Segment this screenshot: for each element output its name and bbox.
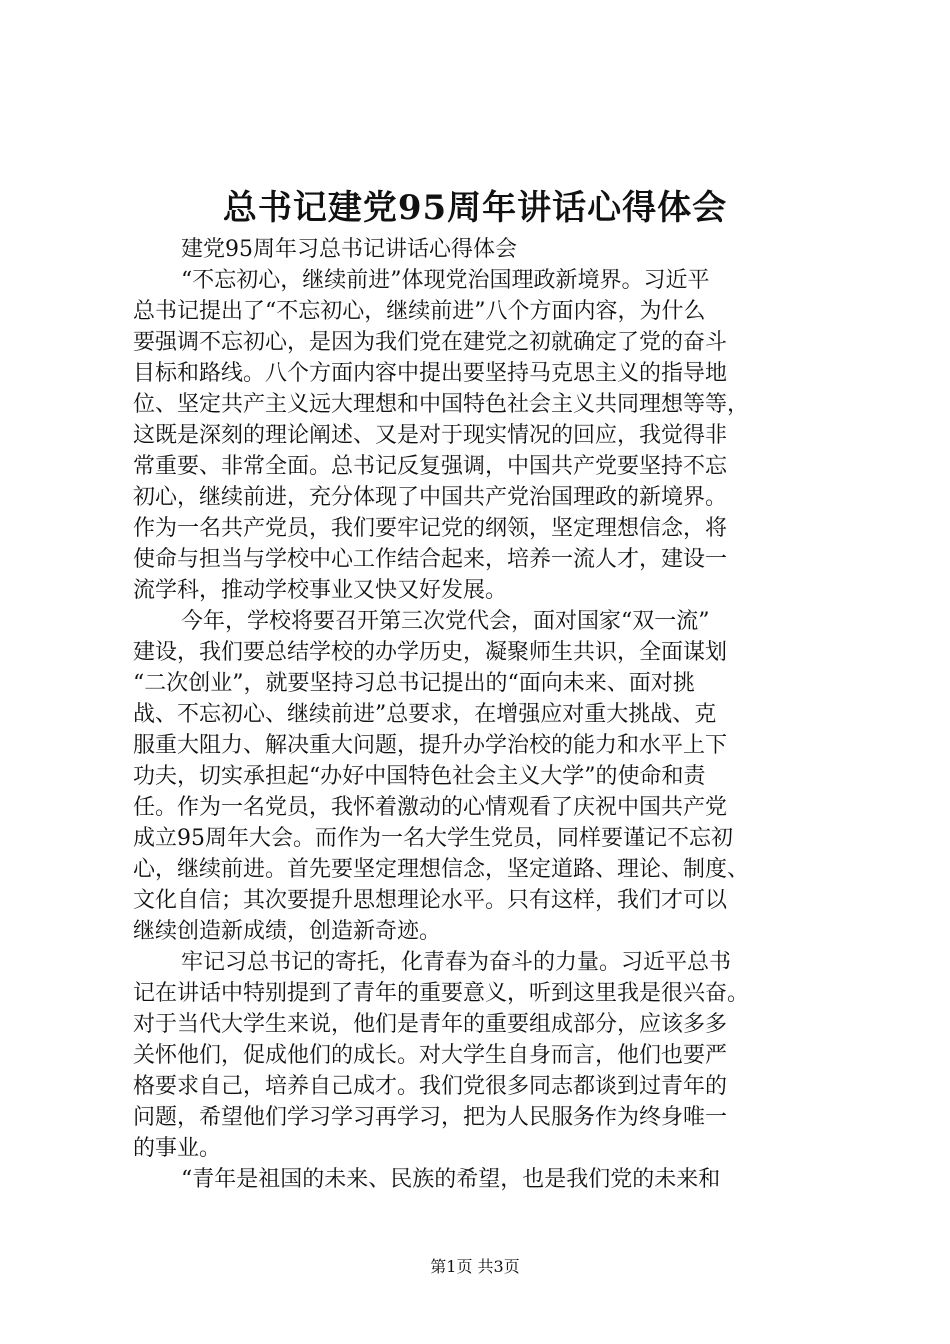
text-line: “不忘初心，继续前进”体现党治国理政新境界。习近平 xyxy=(181,268,710,293)
text-line: 流学科，推动学校事业又快又好发展。 xyxy=(133,578,508,603)
text-line: 功夫，切实承担起“办好中国特色社会主义大学”的使命和责 xyxy=(133,764,706,789)
text-line: 文化自信；其次要提升思想理论水平。只有这样，我们才可以 xyxy=(133,888,728,913)
text-line: 继续创造新成绩，创造新奇迹。 xyxy=(133,919,442,944)
text-line: 牢记习总书记的寄托，化青春为奋斗的力量。习近平总书 xyxy=(181,950,732,975)
text-line: 常重要、非常全面。总书记反复强调，中国共产党要坚持不忘 xyxy=(133,454,728,479)
text-line: 要强调不忘初心，是因为我们党在建党之初就确定了党的奋斗 xyxy=(133,330,728,355)
text-line: 作为一名共产党员，我们要牢记党的纲领，坚定理想信念，将 xyxy=(133,516,728,541)
text-line: 服重大阻力、解决重大问题，提升办学治校的能力和水平上下 xyxy=(133,733,728,758)
document-body xyxy=(133,234,838,1195)
text-line: 关怀他们，促成他们的成长。对大学生自身而言，他们也要严 xyxy=(133,1043,728,1068)
text-line: 成立95周年大会。而作为一名大学生党员，同样要谨记不忘初 xyxy=(133,826,733,851)
page-footer: 第1页 共3页 xyxy=(430,1257,520,1276)
text-line: 建党95周年习总书记讲话心得体会 xyxy=(181,237,517,262)
text-line: 目标和路线。八个方面内容中提出要坚持马克思主义的指导地 xyxy=(133,361,728,386)
text-line: 位、坚定共产主义远大理想和中国特色社会主义共同理想等等， xyxy=(133,392,750,417)
document-title: 总书记建党95周年讲话心得体会 xyxy=(222,188,728,228)
text-line: 问题，希望他们学习学习再学习，把为人民服务作为终身唯一 xyxy=(133,1105,728,1130)
text-line: 战、不忘初心、继续前进”总要求，在增强应对重大挑战、克 xyxy=(133,702,717,727)
text-line: 建设，我们要总结学校的办学历史，凝聚师生共识，全面谋划 xyxy=(133,640,728,665)
text-line: 心，继续前进。首先要坚定理想信念，坚定道路、理论、制度、 xyxy=(133,857,750,882)
text-line: 这既是深刻的理论阐述、又是对于现实情况的回应，我觉得非 xyxy=(133,423,728,448)
text-line: 总书记提出了“不忘初心，继续前进”八个方面内容，为什么 xyxy=(133,299,706,324)
text-line: 格要求自己，培养自己成才。我们党很多同志都谈到过青年的 xyxy=(133,1074,728,1099)
text-line: 记在讲话中特别提到了青年的重要意义，听到这里我是很兴奋。 xyxy=(133,981,750,1006)
text-line: “青年是祖国的未来、民族的希望，也是我们党的未来和 xyxy=(181,1167,721,1192)
text-line: 任。作为一名党员，我怀着激动的心情观看了庆祝中国共产党 xyxy=(133,795,728,820)
text-line: 使命与担当与学校中心工作结合起来，培养一流人才，建设一 xyxy=(133,547,728,572)
text-line: “二次创业”，就要坚持习总书记提出的“面向未来、面对挑 xyxy=(133,671,695,696)
text-line: 的事业。 xyxy=(133,1136,222,1161)
text-line: 今年，学校将要召开第三次党代会，面对国家“双一流” xyxy=(181,609,710,634)
text-line: 初心，继续前进，充分体现了中国共产党治国理政的新境界。 xyxy=(133,485,728,510)
text-line: 对于当代大学生来说，他们是青年的重要组成部分，应该多多 xyxy=(133,1012,728,1037)
